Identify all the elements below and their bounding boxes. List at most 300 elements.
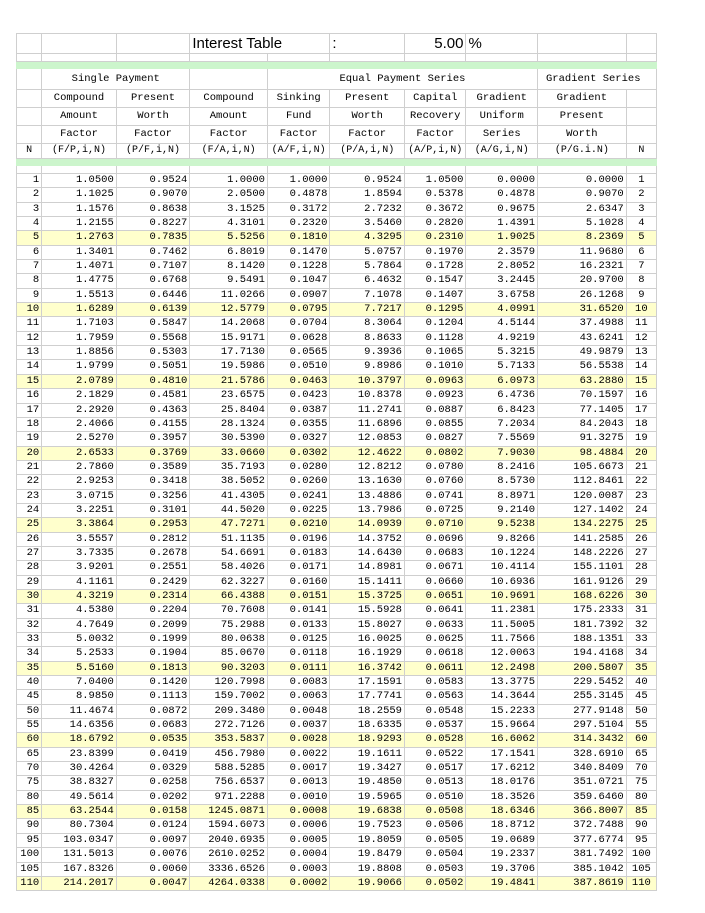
factor-value: 12.0063 <box>466 647 538 661</box>
factor-value: 0.5847 <box>116 317 190 331</box>
factor-value: 5.0757 <box>330 245 405 259</box>
column-header: Factor <box>404 126 465 144</box>
factor-value: 0.0827 <box>404 432 465 446</box>
period-n-right: 95 <box>626 833 656 847</box>
period-n-right: 80 <box>626 790 656 804</box>
factor-value: 0.0387 <box>267 403 329 417</box>
factor-value: 16.0025 <box>330 633 405 647</box>
factor-value: 11.6896 <box>330 417 405 431</box>
factor-value: 15.9171 <box>190 331 268 345</box>
factor-value: 41.4305 <box>190 489 268 503</box>
factor-value: 0.0795 <box>267 303 329 317</box>
table-row <box>17 561 657 575</box>
period-n-right: 21 <box>626 460 656 474</box>
group-header-row <box>17 69 657 90</box>
table-row <box>17 762 657 776</box>
factor-value: 0.0563 <box>404 690 465 704</box>
factor-value: 20.9700 <box>538 274 627 288</box>
column-header: Present <box>330 90 405 108</box>
factor-value: 277.9148 <box>538 704 627 718</box>
factor-value: 6.4736 <box>466 389 538 403</box>
period-n: 28 <box>17 561 42 575</box>
factor-value: 0.1813 <box>116 661 190 675</box>
header-blank <box>17 90 42 108</box>
notation-row <box>17 144 657 159</box>
factor-value: 0.0463 <box>267 374 329 388</box>
factor-value: 0.0633 <box>404 618 465 632</box>
factor-value: 10.3797 <box>330 374 405 388</box>
factor-value: 0.3101 <box>116 503 190 517</box>
factor-value: 0.0133 <box>267 618 329 632</box>
factor-value: 1.7103 <box>42 317 117 331</box>
factor-value: 77.1405 <box>538 403 627 417</box>
factor-value: 0.1113 <box>116 690 190 704</box>
factor-value: 5.5256 <box>190 231 268 245</box>
factor-value: 0.0063 <box>267 690 329 704</box>
factor-value: 2.6347 <box>538 202 627 216</box>
factor-value: 0.0329 <box>116 762 190 776</box>
column-header: Factor <box>42 126 117 144</box>
factor-value: 8.8633 <box>330 331 405 345</box>
column-header: Gradient <box>538 90 627 108</box>
factor-value: 0.5303 <box>116 346 190 360</box>
factor-value: 80.0638 <box>190 633 268 647</box>
period-n-right: 33 <box>626 633 656 647</box>
table-row <box>17 446 657 460</box>
factor-value: 4.5144 <box>466 317 538 331</box>
factor-value: 14.3644 <box>466 690 538 704</box>
period-n-right: 50 <box>626 704 656 718</box>
header-row-2 <box>17 108 657 126</box>
factor-value: 229.5452 <box>538 676 627 690</box>
separator-row <box>17 62 657 69</box>
column-header: Sinking <box>267 90 329 108</box>
factor-value: 4.0991 <box>466 303 538 317</box>
factor-value: 10.6936 <box>466 575 538 589</box>
table-row <box>17 303 657 317</box>
table-row <box>17 403 657 417</box>
period-n: 6 <box>17 245 42 259</box>
factor-value: 37.4988 <box>538 317 627 331</box>
factor-value: 0.3769 <box>116 446 190 460</box>
factor-value: 17.6212 <box>466 762 538 776</box>
table-row <box>17 618 657 632</box>
period-n: 24 <box>17 503 42 517</box>
factor-value: 0.0683 <box>404 546 465 560</box>
factor-value: 0.0125 <box>267 633 329 647</box>
factor-value: 47.7271 <box>190 518 268 532</box>
factor-value: 0.0505 <box>404 833 465 847</box>
factor-value: 14.3752 <box>330 532 405 546</box>
column-header: Worth <box>538 126 627 144</box>
factor-value: 0.0522 <box>404 747 465 761</box>
factor-value: 12.4622 <box>330 446 405 460</box>
factor-value: 0.3589 <box>116 460 190 474</box>
factor-value: 0.1728 <box>404 260 465 274</box>
factor-value: 377.6774 <box>538 833 627 847</box>
factor-value: 0.0872 <box>116 704 190 718</box>
table-row <box>17 733 657 747</box>
period-n-right: 27 <box>626 546 656 560</box>
factor-value: 194.4168 <box>538 647 627 661</box>
period-n: 15 <box>17 374 42 388</box>
factor-value: 30.5390 <box>190 432 268 446</box>
factor-value: 12.2498 <box>466 661 538 675</box>
factor-value: 0.0060 <box>116 862 190 876</box>
column-header: Capital <box>404 90 465 108</box>
factor-notation: (P/G.i.N) <box>538 144 627 159</box>
factor-value: 8.5730 <box>466 475 538 489</box>
period-n-right: 5 <box>626 231 656 245</box>
factor-value: 1.2155 <box>42 217 117 231</box>
factor-value: 13.3775 <box>466 676 538 690</box>
column-header: Worth <box>330 108 405 126</box>
n-header-left: N <box>17 144 42 159</box>
period-n: 13 <box>17 346 42 360</box>
factor-value: 0.0241 <box>267 489 329 503</box>
factor-value: 9.5491 <box>190 274 268 288</box>
table-row <box>17 633 657 647</box>
percent-sign: % <box>466 34 538 54</box>
factor-value: 0.1904 <box>116 647 190 661</box>
factor-value: 2.6533 <box>42 446 117 460</box>
table-row <box>17 503 657 517</box>
factor-value: 4.3295 <box>330 231 405 245</box>
factor-value: 0.0210 <box>267 518 329 532</box>
factor-value: 16.3742 <box>330 661 405 675</box>
factor-value: 1.0500 <box>42 174 117 188</box>
factor-value: 0.0506 <box>404 819 465 833</box>
period-n-right: 28 <box>626 561 656 575</box>
table-row <box>17 489 657 503</box>
factor-value: 2.7232 <box>330 202 405 216</box>
factor-value: 0.9524 <box>116 174 190 188</box>
table-row <box>17 231 657 245</box>
factor-value: 9.5238 <box>466 518 538 532</box>
factor-value: 2610.0252 <box>190 848 268 862</box>
factor-value: 13.4886 <box>330 489 405 503</box>
factor-value: 6.8019 <box>190 245 268 259</box>
table-row <box>17 360 657 374</box>
factor-value: 1.1576 <box>42 202 117 216</box>
factor-value: 0.0502 <box>404 876 465 890</box>
factor-value: 4.3219 <box>42 589 117 603</box>
period-n: 70 <box>17 762 42 776</box>
factor-value: 0.0022 <box>267 747 329 761</box>
factor-value: 1.9025 <box>466 231 538 245</box>
factor-value: 19.7523 <box>330 819 405 833</box>
factor-value: 6.0973 <box>466 374 538 388</box>
period-n-right: 10 <box>626 303 656 317</box>
factor-value: 17.1541 <box>466 747 538 761</box>
factor-value: 0.8638 <box>116 202 190 216</box>
title-colon: : <box>330 34 405 54</box>
factor-value: 0.0504 <box>404 848 465 862</box>
period-n: 14 <box>17 360 42 374</box>
factor-value: 385.1042 <box>538 862 627 876</box>
factor-value: 0.4878 <box>267 188 329 202</box>
table-row <box>17 833 657 847</box>
column-header: Recovery <box>404 108 465 126</box>
factor-value: 26.1268 <box>538 288 627 302</box>
column-header: Compound <box>42 90 117 108</box>
factor-value: 0.0083 <box>267 676 329 690</box>
factor-value: 0.0741 <box>404 489 465 503</box>
factor-value: 66.4388 <box>190 589 268 603</box>
factor-value: 1.6289 <box>42 303 117 317</box>
header-row-1 <box>17 90 657 108</box>
table-row <box>17 174 657 188</box>
factor-value: 3.2445 <box>466 274 538 288</box>
factor-value: 0.0628 <box>267 331 329 345</box>
factor-value: 7.0400 <box>42 676 117 690</box>
factor-value: 19.9066 <box>330 876 405 890</box>
factor-value: 3.6758 <box>466 288 538 302</box>
factor-value: 14.8981 <box>330 561 405 575</box>
factor-value: 112.8461 <box>538 475 627 489</box>
factor-value: 0.3172 <box>267 202 329 216</box>
factor-value: 366.8007 <box>538 805 627 819</box>
title-row <box>17 34 657 54</box>
period-n-right: 1 <box>626 174 656 188</box>
factor-value: 168.6226 <box>538 589 627 603</box>
period-n: 27 <box>17 546 42 560</box>
factor-value: 0.0160 <box>267 575 329 589</box>
factor-value: 2.7860 <box>42 460 117 474</box>
factor-value: 16.2321 <box>538 260 627 274</box>
factor-value: 15.3725 <box>330 589 405 603</box>
factor-value: 0.0660 <box>404 575 465 589</box>
factor-value: 1245.0871 <box>190 805 268 819</box>
factor-value: 33.0660 <box>190 446 268 460</box>
period-n-right: 34 <box>626 647 656 661</box>
column-header: Present <box>116 90 190 108</box>
factor-value: 19.8059 <box>330 833 405 847</box>
factor-value: 161.9126 <box>538 575 627 589</box>
factor-value: 0.1010 <box>404 360 465 374</box>
factor-value: 0.1970 <box>404 245 465 259</box>
factor-value: 7.2034 <box>466 417 538 431</box>
n-header-right: N <box>626 144 656 159</box>
factor-value: 11.5005 <box>466 618 538 632</box>
factor-value: 0.0583 <box>404 676 465 690</box>
factor-value: 15.8027 <box>330 618 405 632</box>
factor-value: 0.5378 <box>404 188 465 202</box>
factor-value: 0.0887 <box>404 403 465 417</box>
factor-value: 11.2381 <box>466 604 538 618</box>
table-row <box>17 589 657 603</box>
factor-value: 0.0196 <box>267 532 329 546</box>
factor-value: 359.6460 <box>538 790 627 804</box>
factor-value: 328.6910 <box>538 747 627 761</box>
factor-value: 17.1591 <box>330 676 405 690</box>
factor-value: 19.3706 <box>466 862 538 876</box>
table-row <box>17 432 657 446</box>
factor-value: 0.1810 <box>267 231 329 245</box>
factor-value: 18.2559 <box>330 704 405 718</box>
factor-value: 0.2820 <box>404 217 465 231</box>
period-n-right: 100 <box>626 848 656 862</box>
factor-value: 4.5380 <box>42 604 117 618</box>
factor-value: 0.0704 <box>267 317 329 331</box>
factor-value: 19.8479 <box>330 848 405 862</box>
period-n: 26 <box>17 532 42 546</box>
factor-value: 0.0260 <box>267 475 329 489</box>
period-n: 22 <box>17 475 42 489</box>
factor-value: 175.2333 <box>538 604 627 618</box>
factor-value: 0.2429 <box>116 575 190 589</box>
factor-value: 25.8404 <box>190 403 268 417</box>
header-row-3 <box>17 126 657 144</box>
period-n: 9 <box>17 288 42 302</box>
factor-value: 3.0715 <box>42 489 117 503</box>
factor-value: 0.2204 <box>116 604 190 618</box>
factor-value: 1.0000 <box>190 174 268 188</box>
factor-value: 0.0280 <box>267 460 329 474</box>
factor-value: 4.7649 <box>42 618 117 632</box>
column-header: Factor <box>267 126 329 144</box>
factor-value: 13.1630 <box>330 475 405 489</box>
factor-value: 0.0118 <box>267 647 329 661</box>
factor-value: 54.6691 <box>190 546 268 560</box>
factor-value: 0.0013 <box>267 776 329 790</box>
period-n: 21 <box>17 460 42 474</box>
factor-value: 19.5986 <box>190 360 268 374</box>
factor-value: 456.7980 <box>190 747 268 761</box>
factor-value: 49.9879 <box>538 346 627 360</box>
factor-notation: (F/A,i,N) <box>190 144 268 159</box>
table-row <box>17 747 657 761</box>
factor-value: 12.0853 <box>330 432 405 446</box>
factor-value: 0.0611 <box>404 661 465 675</box>
factor-value: 0.2099 <box>116 618 190 632</box>
period-n-right: 65 <box>626 747 656 761</box>
factor-value: 0.0671 <box>404 561 465 575</box>
factor-value: 15.2233 <box>466 704 538 718</box>
factor-value: 18.9293 <box>330 733 405 747</box>
factor-value: 51.1135 <box>190 532 268 546</box>
factor-value: 0.0528 <box>404 733 465 747</box>
period-n: 19 <box>17 432 42 446</box>
period-n-right: 12 <box>626 331 656 345</box>
factor-value: 7.5569 <box>466 432 538 446</box>
factor-value: 155.1101 <box>538 561 627 575</box>
factor-value: 0.1228 <box>267 260 329 274</box>
factor-value: 0.0517 <box>404 762 465 776</box>
factor-value: 209.3480 <box>190 704 268 718</box>
period-n-right: 105 <box>626 862 656 876</box>
period-n: 31 <box>17 604 42 618</box>
period-n-right: 7 <box>626 260 656 274</box>
factor-value: 141.2585 <box>538 532 627 546</box>
period-n-right: 14 <box>626 360 656 374</box>
factor-value: 0.0513 <box>404 776 465 790</box>
factor-value: 0.4155 <box>116 417 190 431</box>
period-n-right: 18 <box>626 417 656 431</box>
factor-value: 58.4026 <box>190 561 268 575</box>
factor-value: 0.2314 <box>116 589 190 603</box>
table-row <box>17 532 657 546</box>
factor-value: 0.0625 <box>404 633 465 647</box>
interest-table <box>16 33 657 891</box>
period-n: 110 <box>17 876 42 890</box>
factor-value: 6.8423 <box>466 403 538 417</box>
header-blank <box>626 108 656 126</box>
factor-value: 0.0004 <box>267 848 329 862</box>
factor-value: 0.1420 <box>116 676 190 690</box>
period-n-right: 16 <box>626 389 656 403</box>
factor-value: 19.2337 <box>466 848 538 862</box>
factor-value: 63.2544 <box>42 805 117 819</box>
factor-value: 0.0548 <box>404 704 465 718</box>
table-row <box>17 260 657 274</box>
factor-value: 1.2763 <box>42 231 117 245</box>
period-n-right: 75 <box>626 776 656 790</box>
factor-value: 0.2812 <box>116 532 190 546</box>
table-row <box>17 876 657 890</box>
table-row <box>17 676 657 690</box>
factor-value: 5.1028 <box>538 217 627 231</box>
factor-value: 756.6537 <box>190 776 268 790</box>
table-row <box>17 575 657 589</box>
factor-value: 8.1420 <box>190 260 268 274</box>
table-row <box>17 546 657 560</box>
period-n-right: 32 <box>626 618 656 632</box>
table-row <box>17 647 657 661</box>
factor-value: 120.0087 <box>538 489 627 503</box>
interest-rate-value[interactable]: 5.00 <box>404 34 465 54</box>
factor-value: 18.3526 <box>466 790 538 804</box>
period-n: 105 <box>17 862 42 876</box>
factor-value: 0.1547 <box>404 274 465 288</box>
period-n-right: 22 <box>626 475 656 489</box>
factor-value: 2.4066 <box>42 417 117 431</box>
factor-value: 0.0158 <box>116 805 190 819</box>
factor-value: 1.3401 <box>42 245 117 259</box>
factor-value: 23.6575 <box>190 389 268 403</box>
table-row <box>17 790 657 804</box>
factor-value: 9.8986 <box>330 360 405 374</box>
factor-value: 9.3936 <box>330 346 405 360</box>
column-header: Worth <box>116 108 190 126</box>
period-n-right: 31 <box>626 604 656 618</box>
period-n-right: 20 <box>626 446 656 460</box>
factor-value: 120.7998 <box>190 676 268 690</box>
period-n-right: 35 <box>626 661 656 675</box>
factor-value: 0.0423 <box>267 389 329 403</box>
factor-value: 1.0000 <box>267 174 329 188</box>
factor-value: 0.3957 <box>116 432 190 446</box>
factor-value: 0.0710 <box>404 518 465 532</box>
table-row <box>17 805 657 819</box>
factor-value: 381.7492 <box>538 848 627 862</box>
period-n-right: 29 <box>626 575 656 589</box>
table-row <box>17 719 657 733</box>
factor-value: 0.0258 <box>116 776 190 790</box>
factor-value: 2.9253 <box>42 475 117 489</box>
factor-value: 38.5052 <box>190 475 268 489</box>
group-gradient-series: Gradient Series <box>538 69 657 90</box>
factor-value: 70.1597 <box>538 389 627 403</box>
period-n-right: 30 <box>626 589 656 603</box>
period-n-right: 4 <box>626 217 656 231</box>
period-n-right: 13 <box>626 346 656 360</box>
factor-value: 181.7392 <box>538 618 627 632</box>
factor-value: 3.5557 <box>42 532 117 546</box>
factor-value: 1.1025 <box>42 188 117 202</box>
factor-value: 2.8052 <box>466 260 538 274</box>
factor-value: 1.7959 <box>42 331 117 345</box>
